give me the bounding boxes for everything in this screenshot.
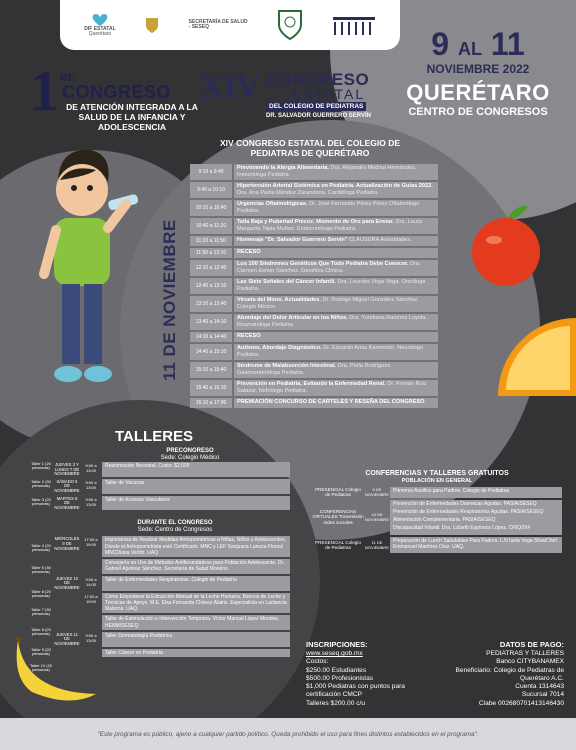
schedule-row [190,236,438,246]
dif-logo-text: DIF ESTATAL [84,25,116,32]
schedule-desc [234,380,438,396]
taller-label: Taller 5 (30 personas) [31,565,51,575]
schedule-speaker: Dr. Román Ruiz Salazar. Nefrólogo Pediatra. [237,380,427,394]
schedule-title: Las Siete Señales del Cáncer Infantil. [237,278,336,285]
taller-text: Taller de Enfermedades Respiratorias. Colegio de Pediatría [102,576,290,591]
schedule-time: 14:40 a 15:10 [190,344,232,360]
schedule-desc [234,182,438,198]
pago-clabe: Clabe 002680701413146430 [478,699,564,707]
schedule-title: Viruela del Mono. Actualidades. [237,296,321,303]
schedule-desc [234,398,438,408]
taller-day: SÁBADO 5 DE NOVIEMBRE [54,478,80,494]
inscripciones-heading: INSCRIPCIONES: [306,640,368,649]
schedule-row [190,380,438,396]
schedule-desc [234,362,438,378]
schedule-title: Homenaje "Dr. Salvador Guerrero Servín" [237,236,348,243]
schedule-row [190,278,438,294]
congress-14-roman: XIV [200,68,260,105]
schedule-row [190,164,438,180]
congress-1-number: 1 [30,58,59,123]
schedule-time: 15:10 a 15:40 [190,362,232,378]
schedule-speaker: Dra. Yuridiana Ramírez Loyola. Reumatóloga Pediatra. [237,314,427,328]
schedule-title: Prevención en Pediatría, Evitando la Enfermedad Renal. [237,380,386,387]
schedule-row [190,218,438,234]
schedule-desc [234,296,438,312]
pago-account: Cuenta 1314643 [515,683,564,691]
schedule-row [190,248,438,258]
taller-day: MIÉRCOLES 9 DE NOVIEMBRE [54,536,80,551]
schedule-speaker: Dr. Rodrigo Miguel González Sánchez. Colegio México [237,296,419,310]
date-range: 9 AL 11 [431,26,525,62]
taller-text: Consejería en Uso de Métodos Antifecundativos para Población Adolescente. Dr. Gabriel Apolinar Sánchez. Secretaría de Salud Morelos. [102,559,290,574]
seseq-logo [144,16,160,34]
taller-row [54,615,290,630]
schedule-row [190,296,438,312]
schedule-title: Urgencias Oftalmológicas. [237,200,308,207]
congress-14-logo [200,68,380,128]
secretaria-logo-text: SECRETARÍA DE SALUD - SESEQ [188,18,248,30]
schedule-desc [234,332,438,342]
congress-1-sup: er. [60,68,77,84]
costos-label: Costos: [306,658,329,666]
taller-row [54,632,290,647]
schedule-title: Abordaje del Dolor Articular en los Niños. [237,314,348,321]
schedule-desc [234,260,438,276]
taller-day [54,559,80,574]
schedule-time: 14:10 a 14:40 [190,332,232,342]
schedule-row [190,344,438,360]
congress-14-colegio: DEL COLEGIO DE PEDIATRAS [266,102,366,111]
pago-bank: Banco CITYBANAMEX [496,658,564,666]
schedule-time: 11:50 a 12:10 [190,248,232,258]
schedule-title: RECESO [237,332,261,339]
conferencia-date: 10 DE NOVIEMBRE [364,512,389,523]
schedule-desc [234,200,438,216]
taller-row [54,479,290,494]
schedule-speaker: Dra. Lourdes Vega Vega. Oncóloga Pediatra. [237,278,426,292]
taller-day: JUEVES 10 DE NOVIEMBRE [54,575,80,590]
taller-time: 9:00 a 13:00 [85,496,97,507]
schedule-row [190,362,438,378]
schedule-desc [234,164,438,180]
schedule-title: Previniendo la Alergia Alimentaria. [237,165,329,171]
taller-row [54,462,290,477]
schedule-row [190,332,438,342]
conferencias-list [312,487,562,553]
schedule-speaker: Dra. Ana Paola Méndez Zarandona. Cardióloga Pediatra. [237,189,379,196]
congress-14-estatal: ESTATAL [292,86,366,102]
schedule-desc [234,248,438,258]
schedule-time: 12:40 a 13:10 [190,278,232,294]
schedule-speaker: Dr. José Fernando Pérez Pérez Oftalmólogo Pediatra. [237,200,420,214]
apple-icon [466,200,546,290]
colegio-shield-icon [277,9,303,41]
conferencia-item: Preparación de Lunch Saludables Para Padres. L.N Isela Vega Silva/Chef. Emmanuel Martínez Díaz. UAQ. [393,537,559,550]
pago-heading: DATOS DE PAGO: [499,640,564,649]
durante-heading: DURANTE EL CONGRESO Sede: Centro de Congresos [137,520,213,534]
schedule-desc [234,278,438,294]
taller-label: Taller 9 (20 personas) [31,647,51,657]
conferencia-item: Discapacidad Infantil. Dra. Lizbeth Espinoza López. CRIQ/DIF [393,525,531,532]
dif-logo [84,13,115,38]
schedule-time: 10:10 a 10:40 [190,200,232,216]
schedule-desc [234,218,438,234]
schedule-time: 12:10 a 12:40 [190,260,232,276]
schedule-row [190,398,438,408]
taller-day: JUEVES 11 DE NOVIEMBRE [54,631,80,647]
conferencias-section [312,470,562,553]
day-label: 11 DE NOVIEMBRE [160,219,179,381]
schedule-title: Talla Baja y Pubertad Precoz. Momento de Oro para Enviar. [237,218,394,225]
talleres-list [54,462,290,659]
taller-label: Taller 3 (20 personas) [31,497,51,507]
congress-14-title: CONGRESO [266,70,370,89]
taller-text: Importancia de Realizar Medidas Antropométricas a Niñas, Niños y Adolescentes, Dónde el Antropometrista esté Certificado. MNC y LEF Sanjuana Lanuza Flores/ MNCDiana Verlitz, UAQ [102,536,290,557]
inscripciones [306,640,436,708]
taller-day [54,593,80,614]
schedule-time: 15:40 a 16:10 [190,380,232,396]
schedule-time: 10:40 a 11:20 [190,218,232,234]
schedule-time: 16:10 a 17:00 [190,398,232,408]
schedule-speaker: Dra. Alejandra Medina Hernández. Inmunóloga Pediatra. [237,165,417,178]
taller-row [54,559,290,574]
pago-branch: Sucursal 7014 [521,691,564,699]
footer [0,718,576,750]
taller-time [80,615,102,630]
taller-row [54,576,290,591]
conferencias-sub: POBLACIÓN EN GENERAL [401,478,473,485]
congress-14-dedicado: DR. SALVADOR GUERRERO SERVÍN [266,113,372,119]
cost-pediatricians: $1,000 Pediatras con puntos para certificación CMCP [306,683,405,699]
pago-line: PEDIATRAS Y TALLERES [486,650,564,658]
taller-day [54,615,80,630]
conferencia-items [390,500,562,535]
taller-time: 9:00 a 13:00 [85,479,97,490]
taller-row [54,649,290,657]
taller-text: Taller Dermatología Pediátrica [102,632,290,647]
cost-professionals: $500.00 Profesionistas [306,674,374,682]
conferencias-heading: CONFERENCIAS Y TALLERES GRATUITOS [365,470,509,477]
schedule-time: 11:20 a 11:50 [190,236,232,246]
conferencia-item: Prevención de Enfermedades Respiratorias Agudas. PASIA/SESEQ [393,508,544,515]
taller-label: Taller 7 (30 personas) [31,607,51,617]
conferencia-item: Primeros Auxilios para Padres. Colegio de Pediatras [393,487,510,494]
schedule-list [190,164,438,410]
congress-1-title: CONGRESO [62,82,172,102]
event-month: NOVIEMBRE 2022 [426,62,530,76]
taller-row [54,593,290,614]
inscripciones-url[interactable]: www.seseq.gob.mx [306,650,363,658]
schedule-time: 13:40 a 14:10 [190,314,232,330]
taller-time [80,559,102,574]
pago-beneficiary: Beneficiario: Colegio de Pediatras de Querétaro A.C. [455,666,564,682]
congress-1-subtitle: DE ATENCIÓN INTEGRADA A LA SALUD DE LA INFANCIA Y ADOLESCENCIA [66,102,198,132]
schedule-speaker: Dra. Laura Margarita Tapia Muñoz. Endocrinóloga Pediatra. [237,218,422,232]
schedule-row [190,182,438,198]
schedule-speaker: CLAUSURA Autoridades. [348,236,412,243]
conferencia-label: CONFERENCIAS VIRTUALES Transmisión redes sociales [312,509,364,525]
footer-disclaimer: "Este programa es público, ajeno a cualquier partido político. Queda prohibido el uso para fines distintos establecidos en el programa". [97,730,479,738]
event-dates [398,28,558,118]
schedule-time: 9:10 a 9:40 [190,164,232,180]
schedule-title: Síndrome de Malabsorción Intestinal. [237,362,337,369]
taller-label: Taller 1 (20 personas) [31,461,51,471]
taller-time: 17:00 a 19:00 [84,593,98,604]
taller-time: 9:00 a 13:00 [85,632,97,643]
schedule-speaker: Dra. Carmen Esmer Sánchez. Genética Clínica. [237,260,421,274]
schedule-time: 13:10 a 13:40 [190,296,232,312]
taller-day: JUEVES 3 Y LUNES 7 DE NOVIEMBRE [54,462,80,477]
cost-students: $250.00 Estudiantes [306,666,367,674]
schedule-title: PREMIACIÓN CONCURSO DE CARTELES Y RESEÑA DEL CONGRESO [237,398,425,405]
conferencia-item: Prevención de Enfermedades Diarreicas Agudas. PASIA/SESEQ [393,500,537,507]
conferencia-date: 9 DE NOVIEMBRE [364,487,389,498]
conferencia-label: PRESENCIAL Colegio de Pediatras [315,486,361,498]
taller-row [54,496,290,511]
conferencia-date: 11 DE NOVIEMBRE [364,539,389,550]
taller-label: Taller 10 (20 personas) [30,663,53,673]
taller-row [54,536,290,557]
orange-slice-icon [490,310,576,400]
taller-text: Taller de Estimulación e Intervención Temprana. Víctor Manuel López Morales. HENM/SESEQ [102,615,290,630]
schedule-time: 9:40 a 10:10 [190,182,232,198]
datos-pago [432,640,564,708]
taller-label: Taller 6 (20 personas) [31,589,51,599]
schedule-row [190,260,438,276]
dif-logo-sub: Querétaro [88,31,112,37]
schedule-desc [234,344,438,360]
schedule-title: Hipertensión Arterial Sistémica en Pediatría. Actualización de Guías 2022. [237,182,433,189]
taller-time [80,649,102,657]
conferencia-label: PRESENCIAL Colegio de Pediatras [315,539,361,550]
talleres-heading: TALLERES [115,428,194,445]
taller-time: 9:00 a 14:00 [85,576,97,587]
taller-time: 9:00 a 13:00 [85,463,97,473]
event-venue: CENTRO DE CONGRESOS [408,106,548,118]
taller-day [54,649,80,657]
schedule-title: Autismo, Abordaje Diagnóstico. [237,344,322,351]
schedule-desc [234,314,438,330]
taller-text: Cómo Empoderar la Extracción Manual de la Leche Humana, Bancos de Leche y Técnicas de Apoyo. M.E. Elsa Fernanda Chávez Alatriz. Especialista en Lactancia Materna. UAQ. [102,593,290,614]
conferencia-items [390,537,562,554]
boy-drinking-illustration [30,140,140,410]
taller-text: Taller Cáncer en Pediatría [102,649,290,657]
taller-day: MARTES 8 DE NOVIEMBRE [54,495,80,510]
schedule-row [190,314,438,330]
conferencia-item: Alimentación Complementaria. PASIA/SESEQ [393,517,496,524]
taller-label: Taller 8 (20 personas) [31,627,51,637]
program-title: XIV CONGRESO ESTATAL DEL COLEGIO DE PEDIATRAS DE QUERÉTARO [219,138,401,159]
aqueduct-logo-icon [332,14,376,36]
secretaria-logo [189,20,249,31]
conferencia-row [312,537,562,554]
conferencia-row [312,500,562,535]
conferencia-row [312,487,562,498]
schedule-row [190,200,438,216]
taller-text: Taller de Accesos Vasculares [102,496,290,511]
taller-label: Taller 4 (20 personas) [31,543,51,553]
cost-workshops: Talleres $200.00 c/u [306,699,366,707]
schedule-speaker: Dra. Perla Rodríguez. Gastroenteróloga Pediatra. [237,362,392,376]
logo-bar [60,0,400,50]
schedule-title: RECESO [237,248,261,255]
taller-text: Reanimación Neonatal. Costo: $2,000 [102,462,290,477]
taller-time: 17:00 a 19:00 [84,537,98,548]
taller-text: Taller de Vacunas [102,479,290,494]
event-city: QUERÉTARO [406,80,550,105]
schedule-speaker: Dr. Eduardo Arias Kanemoto. Neurólogo Pediatra. [237,344,424,358]
schedule-title: Los 100 Síndromes Genéticos Que Todo Pediatra Debe Conocer. [237,260,409,267]
taller-label: Taller 2 (30 personas) [31,479,51,489]
precongreso-heading: PRECONGRESO Sede: Colegio Médico [160,448,220,462]
schedule-desc [234,236,438,246]
conferencia-items [390,487,562,498]
